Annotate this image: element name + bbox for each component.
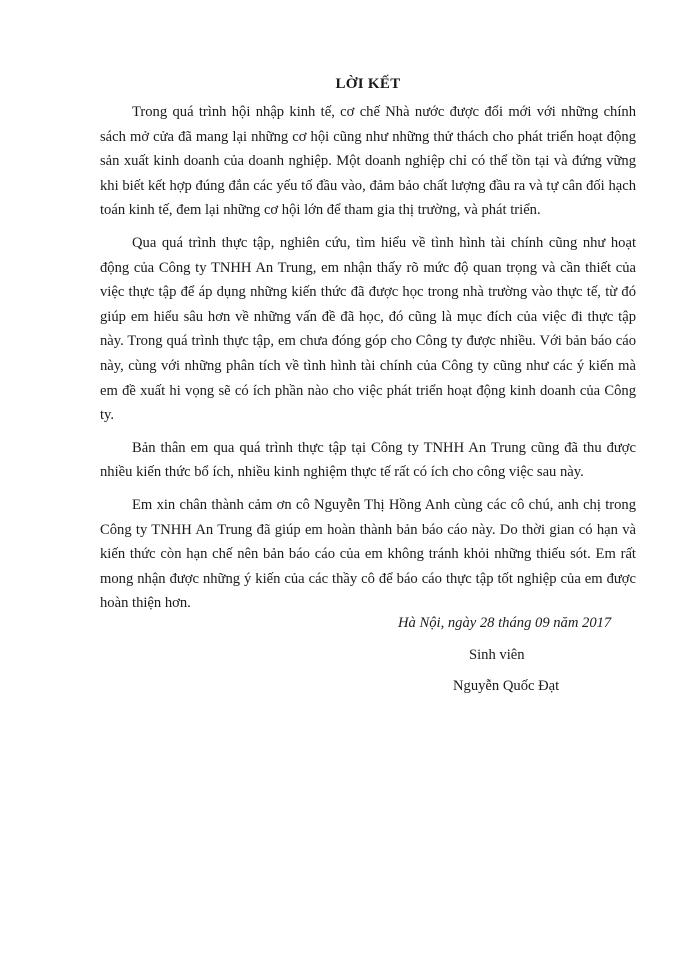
paragraph-4: Em xin chân thành cảm ơn cô Nguyễn Thị Hồng Anh cùng các cô chú, anh chị trong Công ty TNHH An Trung đã giúp em hoàn thành bản báo cáo này. Do thời gian có hạn và kiến thức còn hạn chế nên bản báo cáo của em không tránh khỏi những thiếu sót. Em rất mong nhận được những ý kiến của các thầy cô để báo cáo thực tập tốt nghiệp của em được hoàn thiện hơn. [100,496,636,612]
document-body [100,100,636,616]
paragraph-2: Qua quá trình thực tập, nghiên cứu, tìm hiểu về tình hình tài chính cũng như hoạt động của Công ty TNHH An Trung, em nhận thấy rõ mức độ quan trọng và cần thiết của việc thực tập để áp dụng những kiến thức đã được học trong nhà trường vào thực tế, từ đó giúp em hiểu sâu hơn về những vấn đề đã học, đó cũng là mục đích của việc đi thực tập này. Trong quá trình thực tập, em chưa đóng góp cho Công ty được nhiều. Với bản báo cáo này, cùng với những phân tích về tình hình tài chính của Công ty cũng như các ý kiến mà em đề xuất hi vọng sẽ có ích phần nào cho việc phát triển hoạt động kinh doanh của Công ty. [100,234,636,424]
paragraph-1: Trong quá trình hội nhập kinh tế, cơ chế Nhà nước được đổi mới với những chính sách mở cửa đã mang lại những cơ hội cũng như những thử thách cho phát triển hoạt động sản xuất kinh doanh của doanh nghiệp. Một doanh nghiệp chỉ có thể tồn tại và đứng vững khi biết kết hợp đúng đắn các yếu tố đầu vào, đảm bảo chất lượng đầu ra và tự cân đối hạch toán kinh tế, đem lại những cơ hội lớn để tham gia thị trường, và phát triển. [100,104,636,219]
signer-name: Nguyễn Quốc Đạt [453,678,560,694]
date-line: Hà Nội, ngày 28 tháng 09 năm 2017 [398,615,612,631]
document-title: LỜI KẾT [335,76,401,92]
paragraph-3: Bản thân em qua quá trình thực tập tại Công ty TNHH An Trung cũng đã thu được nhiều kiến thức bổ ích, nhiều kinh nghiệm thực tế rất có ích cho công việc sau này. [100,439,636,481]
signer-role: Sinh viên [469,647,525,663]
